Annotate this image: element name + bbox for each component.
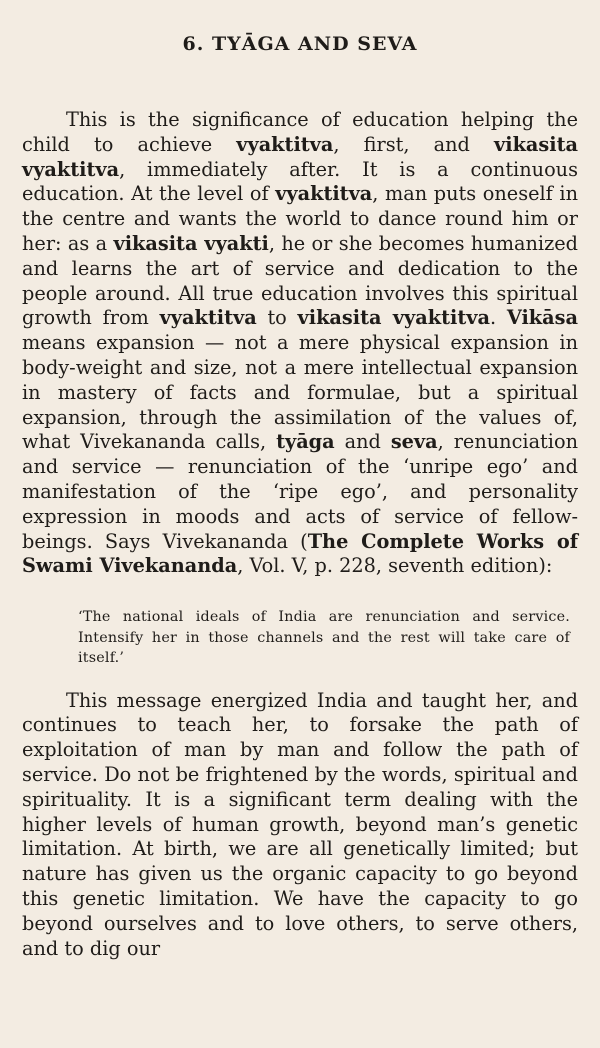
paragraph-1-run: , first, and	[333, 132, 495, 156]
paragraph-1-term: seva	[390, 430, 438, 454]
paragraph-1-run: This is the significance of education helping the child to achieve	[22, 108, 578, 156]
paragraph-1-run: and	[334, 430, 391, 454]
paragraph-1-term: vyaktitva	[275, 182, 373, 206]
book-title: The Complete Works of Swami Vivekananda	[22, 529, 578, 578]
paragraph-1-term: Vikāsa	[506, 306, 578, 330]
paragraph-1-run: means expansion — not a mere physical expansion in body-weight and size, not a mere intellectual expansion in mastery of facts and formulae, but a spiritual expansion, through the assimilation of the values of, what Vivekananda calls,	[22, 331, 578, 454]
paragraph-1-term: tyāga	[276, 430, 335, 454]
paragraph-1-term: vyaktitva	[159, 306, 257, 330]
paragraph-1-run: to	[256, 306, 298, 330]
paragraph-2: This message energized India and taught her, and continues to teach her, to forsake the path of exploitation of man by man and follow the path of service. Do not be frightened by the words, spiritual and spirituality. It is a significant term dealing with the higher levels of human growth, beyond man’s genetic limitation. At birth, we are all genetically limited; but nature has given us the organic capacity to go beyond this genetic limitation. We have the capacity to go beyond ourselves and to love others, to serve others, and to dig our	[22, 688, 578, 960]
paragraph-1-run: , he or she becomes humanized and learns the art of service and dedication to the people around. All true education involves this spiritual growth from	[22, 231, 578, 330]
paragraph-1-run: , immediately after. It is a continuous education. At the level of	[22, 157, 578, 206]
paragraph-1-run: , renunciation and service — renunciation of the ‘unripe ego’ and manifestation of the ‘ripe ego’, and personality expression in moods and acts of service of fellow-beings. Says Vivekananda (	[22, 430, 579, 553]
paragraph-1-run: , Vol. V, p. 228, seventh edition):	[237, 554, 553, 578]
paragraph-1	[22, 108, 578, 579]
paragraph-1-term: vyaktitva	[236, 132, 334, 156]
chapter-heading: 6. TYĀGA AND SEVA	[182, 33, 418, 55]
paragraph-1-term: vikasita vyaktitva	[22, 132, 579, 181]
paragraph-1-term: vikasita vyakti	[113, 231, 269, 255]
paragraph-1-term: vikasita vyaktitva	[297, 306, 490, 330]
paragraph-1-run: .	[489, 306, 507, 330]
paragraph-1-run: , man puts oneself in the centre and wants the world to dance round him or her: as a	[22, 182, 578, 255]
block-quote: ‘The national ideals of India are renunciation and service. Intensify her in those channels and the rest will take care of itself.’	[78, 609, 570, 667]
book-page	[0, 30, 600, 1048]
